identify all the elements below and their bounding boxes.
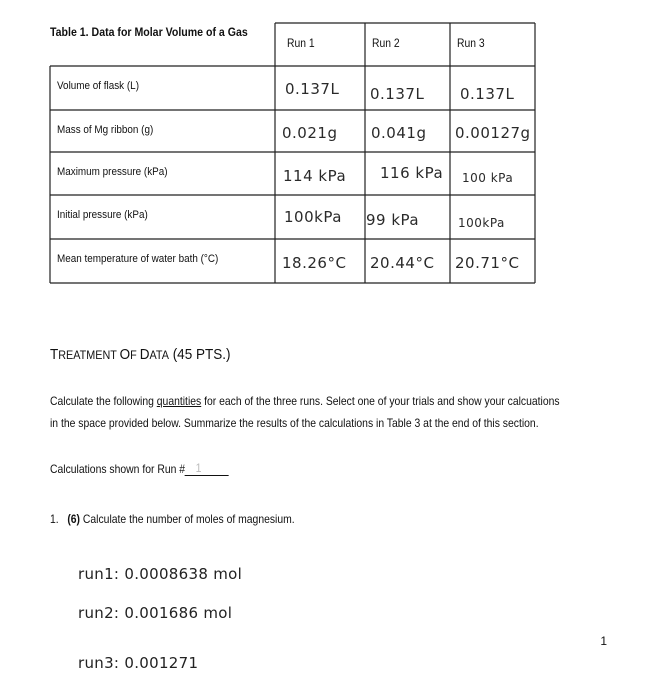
column-header-run1: Run 1 (287, 38, 315, 50)
cell-maxp-run1: 114 kPa (283, 167, 347, 185)
row-label-max-pressure: Maximum pressure (kPa) (57, 166, 168, 178)
cell-volume-run1: 0.137L (285, 80, 340, 98)
row-label-initial-pressure: Initial pressure (kPa) (57, 209, 148, 221)
cell-maxp-run3: 100 kPa (462, 171, 514, 185)
row-label-mean-temp: Mean temperature of water bath (°C) (57, 253, 219, 265)
cell-temp-run1: 18.26°C (282, 254, 347, 272)
page-number: 1 (600, 634, 607, 648)
question-1: 1. (6) Calculate the number of moles of magnesium. (50, 512, 295, 526)
answer-run1: run1: 0.0008638 mol (78, 565, 243, 583)
cell-temp-run2: 20.44°C (370, 254, 435, 272)
row-label-mass: Mass of Mg ribbon (g) (57, 124, 154, 136)
cell-initp-run1: 100kPa (284, 208, 342, 226)
answer-run3: run3: 0.001271 (78, 654, 199, 672)
column-header-run2: Run 2 (372, 38, 400, 50)
cell-mass-run3: 0.00127g (455, 124, 531, 142)
cell-initp-run2: 99 kPa (366, 211, 420, 229)
instructions-line2: in the space provided below. Summarize the results of the calculations in Table 3 at the end of this section. (50, 416, 539, 430)
row-label-volume: Volume of flask (L) (57, 80, 139, 92)
cell-maxp-run2: 116 kPa (380, 164, 444, 182)
column-header-run3: Run 3 (457, 38, 485, 50)
cell-initp-run3: 100kPa (458, 216, 505, 230)
run-number-blank: 1 (185, 463, 229, 476)
calc-run-line: Calculations shown for Run # 1 (50, 462, 229, 476)
cell-volume-run3: 0.137L (460, 85, 515, 103)
cell-mass-run2: 0.041g (371, 124, 427, 142)
cell-volume-run2: 0.137L (370, 85, 425, 103)
underlined-quantities: quantities (156, 394, 202, 408)
cell-temp-run3: 20.71°C (455, 254, 520, 272)
answer-run2: run2: 0.001686 mol (78, 604, 233, 622)
table-title: Table 1. Data for Molar Volume of a Gas (50, 27, 248, 39)
instructions-line1: Calculate the following quantities for each of the three runs. Select one of your trials and show your calcuations (50, 394, 560, 408)
cell-mass-run1: 0.021g (282, 124, 338, 142)
section-heading: TREATMENT OF DATA (45 PTS.) (50, 346, 231, 363)
